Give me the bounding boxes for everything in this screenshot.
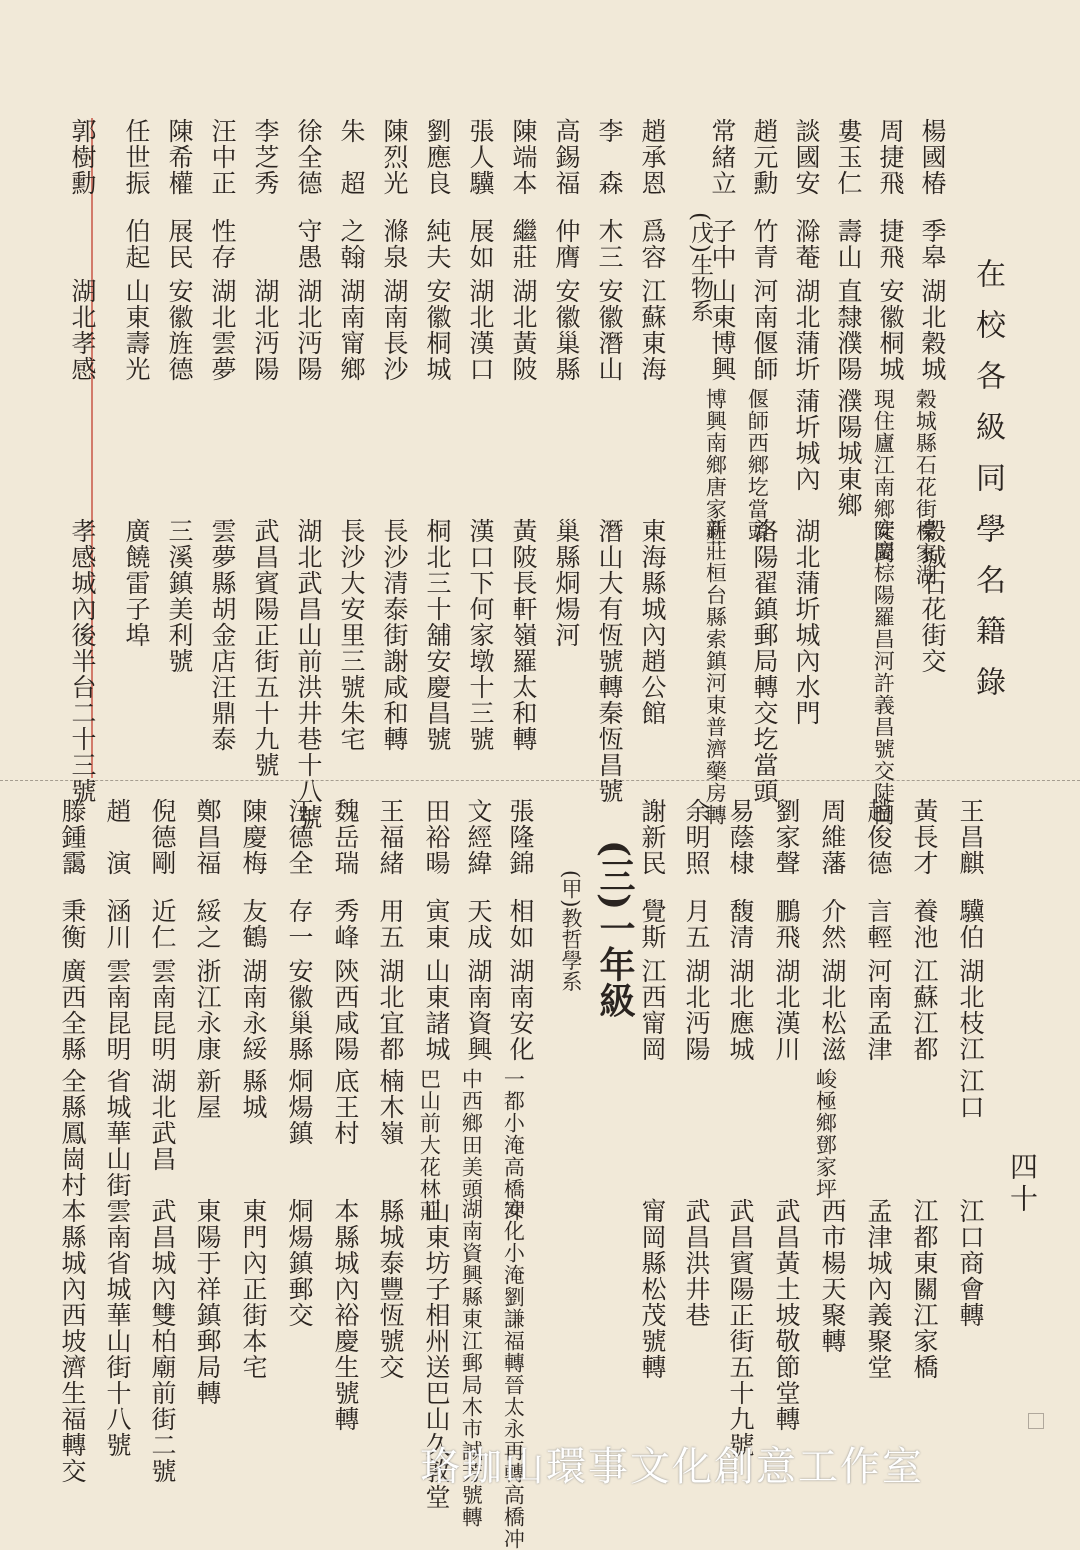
roster-cell: 湖北沔陽 (251, 278, 280, 382)
roster-cell: 新屋 (193, 1068, 222, 1120)
roster-cell: 婁玉仁 (834, 118, 863, 196)
roster-cell: 安徽巢縣 (552, 278, 581, 382)
roster-cell: 湖北松滋 (818, 958, 847, 1062)
roster-cell: 展如 (466, 218, 495, 270)
roster-cell: 安徽巢縣 (285, 958, 314, 1062)
roster-cell: 黃長才 (910, 798, 939, 876)
roster-cell: 介然 (818, 898, 847, 950)
roster-cell: 滁菴 (792, 218, 821, 270)
roster-cell: 常緒立 (708, 118, 737, 196)
roster-cell: 浙江永康 (193, 958, 222, 1062)
roster-cell: 陝西咸陽 (331, 958, 360, 1062)
roster-cell: 江蘇江都 (910, 958, 939, 1062)
dept-label-biology: (戊)生物系 (687, 212, 713, 322)
roster-cell: 張隆錦 (506, 798, 535, 876)
roster-cell: 余明照 (682, 798, 711, 876)
roster-cell: 陳烈光 (380, 118, 409, 196)
roster-cell: 江蘇東海 (638, 278, 667, 382)
roster-cell: 山東博興 (708, 278, 737, 382)
roster-cell: 陳慶梅 (239, 798, 268, 876)
roster-cell: 季皋 (918, 218, 947, 270)
roster-cell: 湖北武昌 (148, 1068, 177, 1172)
roster-cell: 甯岡縣松茂號轉 (638, 1198, 667, 1380)
roster-cell: 覺斯 (638, 898, 667, 950)
roster-cell: 言輕 (864, 898, 893, 950)
roster-cell: 江口商會轉 (956, 1198, 985, 1328)
roster-cell: 武昌賓陽正街五十九號 (251, 518, 280, 778)
roster-cell: 馥清 (726, 898, 755, 950)
roster-cell: 省城華山街 (103, 1068, 132, 1198)
roster-cell: 鵬飛 (772, 898, 801, 950)
roster-cell: 湖北漢川 (772, 958, 801, 1062)
roster-cell: 東海縣城內趙公館 (638, 518, 667, 726)
roster-cell: 黃陂長軒嶺羅太和轉 (509, 518, 538, 752)
roster-cell: 東門內正街本宅 (239, 1198, 268, 1380)
roster-cell: 文經緯 (464, 798, 493, 876)
roster-cell: 趙承恩 (638, 118, 667, 196)
roster-cell: 直隸濮陽 (834, 278, 863, 382)
roster-cell: 驥伯 (956, 898, 985, 950)
roster-cell: 守愚 (294, 218, 323, 270)
roster-cell: 雲南省城華山街十八號 (103, 1198, 132, 1458)
roster-cell: 仲膺 (552, 218, 581, 270)
roster-cell: 濮陽城東鄉 (834, 388, 863, 518)
roster-cell: 壽山 (834, 218, 863, 270)
roster-cell: 相如 (506, 898, 535, 950)
roster-cell: 高錫福 (552, 118, 581, 196)
roster-cell: 江口 (956, 1068, 985, 1120)
roster-cell: 繼莊 (509, 218, 538, 270)
roster-cell: 陳端本 (509, 118, 538, 196)
roster-cell: 西市楊天聚轉 (818, 1198, 847, 1354)
roster-cell: 湖北武昌山前洪井巷十八號 (294, 518, 323, 830)
roster-cell: 安徽潛山 (595, 278, 624, 382)
roster-cell: 全縣鳳崗村 (58, 1068, 87, 1198)
roster-cell: 中西鄉田美頭 (459, 1068, 484, 1200)
roster-cell: 桐北三十舖安慶昌號 (423, 518, 452, 752)
roster-cell: 綏之 (193, 898, 222, 950)
roster-cell: 展民 (165, 218, 194, 270)
roster-cell: 楠木嶺 (376, 1068, 405, 1146)
roster-cell: 山東諸城 (422, 958, 451, 1062)
roster-cell: 湖北應城 (726, 958, 755, 1062)
roster-cell: 木三 (595, 218, 624, 270)
roster-cell: 博興南鄉唐家莊 (703, 388, 728, 542)
roster-cell: 秀峰 (331, 898, 360, 950)
roster-cell: 東陽于祥鎮郵局轉 (193, 1198, 222, 1406)
roster-cell: 湖南長沙 (380, 278, 409, 382)
roster-cell: 新莊桓台縣索鎮河東普濟藥房轉 (703, 518, 728, 826)
roster-cell: 用五 (376, 898, 405, 950)
roster-cell: 穀城縣石花街楊家湖 (913, 388, 938, 586)
roster-cell: 河南偃師 (750, 278, 779, 382)
roster-cell: 山東坊子相州送巴山久敦堂 (422, 1198, 451, 1510)
roster-cell: 縣城 (239, 1068, 268, 1120)
roster-cell: 之翰 (337, 218, 366, 270)
roster-cell: 武昌洪井巷 (682, 1198, 711, 1328)
roster-cell: 縣城泰豐恆號交 (376, 1198, 405, 1380)
roster-cell: 郭樹勳 (68, 118, 97, 196)
watermark: 珞珈山環事文化創意工作室 (420, 1444, 924, 1490)
roster-cell: 湖北沔陽 (682, 958, 711, 1062)
roster-cell: 談國安 (792, 118, 821, 196)
roster-cell: 趙 演 (103, 798, 132, 876)
roster-cell: 長沙大安里三號朱宅 (337, 518, 366, 752)
roster-cell: 寅東 (422, 898, 451, 950)
roster-cell: 朱 超 (337, 118, 366, 196)
page-number: 四十 (1006, 1152, 1039, 1216)
roster-cell: 汪德全 (285, 798, 314, 876)
roster-cell: 倪德剛 (148, 798, 177, 876)
roster-cell: 安徽桐城 (423, 278, 452, 382)
roster-cell: 汪中正 (208, 118, 237, 196)
roster-cell: 湖北黃陂 (509, 278, 538, 382)
roster-cell: 廣饒雷子埠 (122, 518, 151, 648)
roster-cell: 湖南甯鄉 (337, 278, 366, 382)
roster-cell: 湖北蒲圻城內水門 (792, 518, 821, 726)
roster-cell: 徐全德 (294, 118, 323, 196)
roster-cell: 謝新民 (638, 798, 667, 876)
roster-cell: 秉衡 (58, 898, 87, 950)
roster-cell: 陳希權 (165, 118, 194, 196)
roster-cell: 孟津城內義聚堂 (864, 1198, 893, 1380)
roster-cell: 湖南資興縣東江郵局木市誠芳號轉 (459, 1198, 484, 1528)
page-title: 在校各級同學名籍錄 (970, 258, 1005, 717)
roster-cell: 湖南資興 (464, 958, 493, 1062)
roster-cell: 一都小淹高橋冲 (501, 1068, 526, 1222)
roster-cell: 湖北宜都 (376, 958, 405, 1062)
roster-cell: 楊國椿 (918, 118, 947, 196)
roster-cell: 廣西全縣 (58, 958, 87, 1062)
roster-cell: 易蔭棣 (726, 798, 755, 876)
roster-cell: 蒲圻城內 (792, 388, 821, 492)
roster-cell: 任世振 (122, 118, 151, 196)
roster-cell: 劉家聲 (772, 798, 801, 876)
roster-cell: 穀城石花街交 (918, 518, 947, 674)
roster-cell: 三溪鎮美利號 (165, 518, 194, 674)
roster-cell: 巢縣烔煬河 (552, 518, 581, 648)
roster-cell: 安化小淹劉謙福轉晉太永再轉高橋冲 (501, 1198, 526, 1550)
roster-cell: 趙元勳 (750, 118, 779, 196)
roster-cell: 趙俊德 (864, 798, 893, 876)
roster-cell: 存一 (285, 898, 314, 950)
roster-cell: 周捷飛 (876, 118, 905, 196)
roster-cell: 雲南昆明 (103, 958, 132, 1062)
roster-cell: 李芝秀 (251, 118, 280, 196)
roster-cell: 滕鍾靄 (58, 798, 87, 876)
roster-cell: 孝感城內後半台二十三號 (68, 518, 97, 804)
roster-cell: 湖北漢口 (466, 278, 495, 382)
roster-cell: 底王村 (331, 1068, 360, 1146)
roster-cell: 峻極鄉鄧家坪 (813, 1068, 838, 1200)
roster-cell: 湖北雲夢 (208, 278, 237, 382)
roster-cell: 河南孟津 (864, 958, 893, 1062)
roster-cell: 江西甯岡 (638, 958, 667, 1062)
roster-cell: 烔煬鎮郵交 (285, 1198, 314, 1328)
sub-dept-label: (甲)教哲學系 (559, 870, 583, 992)
roster-cell: 江都東關江家橋 (910, 1198, 939, 1380)
roster-cell: 武昌城內雙柏廟前街二號 (148, 1198, 177, 1484)
roster-cell: 王昌麒 (956, 798, 985, 876)
roster-cell: 爲容 (638, 218, 667, 270)
roster-cell: 烔煬鎮 (285, 1068, 314, 1146)
roster-cell: 湖北沔陽 (294, 278, 323, 382)
roster-cell: 雲南昆明 (148, 958, 177, 1062)
roster-cell: 涵川 (103, 898, 132, 950)
roster-cell: 洛陽翟鎮郵局轉交圪當頭 (750, 518, 779, 804)
roster-cell: 湖北孝感 (68, 278, 97, 382)
roster-cell: 性存 (208, 218, 237, 270)
roster-cell: 竹青 (750, 218, 779, 270)
roster-cell: 滌泉 (380, 218, 409, 270)
roster-cell: 安徽桐城 (876, 278, 905, 382)
seal-icon (1028, 1413, 1044, 1429)
roster-cell: 湖北枝江 (956, 958, 985, 1062)
roster-cell: 周維藩 (818, 798, 847, 876)
roster-cell: 潛山大有恆號轉秦恆昌號 (595, 518, 624, 804)
roster-cell: 武昌賓陽正街五十九號 (726, 1198, 755, 1458)
roster-cell: 張人驥 (466, 118, 495, 196)
roster-cell: 田裕暘 (422, 798, 451, 876)
roster-cell: 安徽旌德 (165, 278, 194, 382)
roster-cell: 安慶棕陽羅昌河許義昌號交陡岡 (871, 518, 896, 826)
roster-cell: 山東壽光 (122, 278, 151, 382)
roster-cell: 雲夢縣胡金店汪鼎泰 (208, 518, 237, 752)
roster-cell: 捷飛 (876, 218, 905, 270)
roster-cell: 巴山前大花林莊 (417, 1068, 442, 1222)
roster-cell: 養池 (910, 898, 939, 950)
roster-cell: 伯起 (122, 218, 151, 270)
roster-cell: 湖北蒲圻 (792, 278, 821, 382)
roster-cell: 現住廬江南鄉陡岡 (871, 388, 896, 564)
roster-cell: 魏岳瑞 (331, 798, 360, 876)
roster-cell: 純夫 (423, 218, 452, 270)
roster-cell: 本縣城內西坡濟生福轉交 (58, 1198, 87, 1484)
roster-cell: 湖北穀城 (918, 278, 947, 382)
page-divider (0, 780, 1080, 781)
roster-cell: 漢口下何家墩十三號 (466, 518, 495, 752)
section-title: (三)一年級 (594, 840, 636, 1019)
roster-cell: 李 森 (595, 118, 624, 196)
roster-cell: 子中 (708, 218, 737, 270)
roster-cell: 湖南永綏 (239, 958, 268, 1062)
roster-cell: 王福緒 (376, 798, 405, 876)
roster-cell: 本縣城內裕慶生號轉 (331, 1198, 360, 1432)
roster-cell: 近仁 (148, 898, 177, 950)
roster-cell: 鄭昌福 (193, 798, 222, 876)
roster-cell: 天成 (464, 898, 493, 950)
roster-cell: 武昌黃土坡敬節堂轉 (772, 1198, 801, 1432)
roster-cell: 湖南安化 (506, 958, 535, 1062)
roster-cell: 偃師西鄉圪當頭 (745, 388, 770, 542)
roster-cell: 月五 (682, 898, 711, 950)
roster-cell: 劉應良 (423, 118, 452, 196)
roster-cell: 長沙清泰街謝咸和轉 (380, 518, 409, 752)
roster-cell: 友鶴 (239, 898, 268, 950)
